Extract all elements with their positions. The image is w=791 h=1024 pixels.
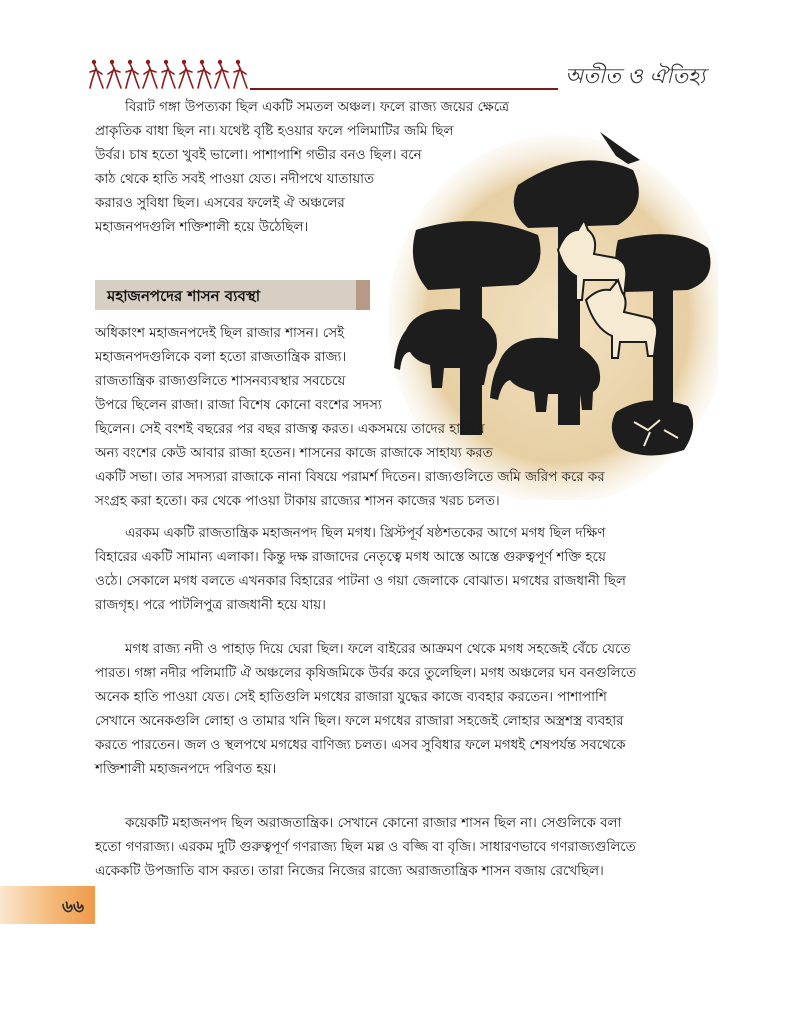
paragraph-line: ওঠে। সেকালে মগধ বলতে এখনকার বিহারের পাটনা ও গয়া জেলাকে বোঝাত। মগধের রাজধানী ছিল (95, 574, 626, 589)
paragraph-line: শক্তিশালী মহাজনপদে পরিণত হয়। (95, 762, 277, 777)
section-heading-text: মহাজনপদের শাসন ব্যবস্থা (107, 287, 261, 305)
paragraph-line: মহাজনপদগুলিকে বলা হতো রাজতান্ত্রিক রাজ্য। (95, 350, 347, 365)
paragraph-line: করারও সুবিধা ছিল। এসবের ফলেই ঐ অঞ্চলের (95, 196, 345, 211)
paragraph-line: হতো গণরাজ্য। এরকম দুটি গুরুত্বপূর্ণ গণরাজ্য ছিল মল্ল ও বজ্জি বা বৃজি। সাধারণভাবে গণরাজ্যগুলিতে (95, 840, 636, 855)
paragraph-line: সেখানে অনেকগুলি লোহা ও তামার খনি ছিল। ফলে মগধের রাজারা সহজেই লোহার অস্ত্রশস্ত্র ব্যবহার (95, 714, 624, 729)
dancing-figures-icon (88, 58, 248, 92)
paragraph-line: একেকটি উপজাতি বাস করত। তারা নিজের নিজের রাজ্যে অরাজতান্ত্রিক শাসন বজায় রেখেছিল। (95, 864, 604, 879)
header-rule (250, 88, 558, 90)
paragraph-line: সংগ্রহ করা হতো। কর থেকে পাওয়া টাকায় রাজ্যের শাসন কাজের খরচ চলত। (95, 494, 500, 509)
paragraph-line: অধিকাংশ মহাজনপদেই ছিল রাজার শাসন। সেই (95, 326, 345, 341)
paragraph-line: এরকম একটি রাজতান্ত্রিক মহাজনপদ ছিল মগধ। খ্রিস্টপূর্ব ষষ্ঠশতকের আগে মগধ ছিল দক্ষিণ (125, 526, 606, 541)
page-number: ৬৬ (62, 897, 85, 917)
paragraph-line: কয়েকটি মহাজনপদ ছিল অরাজতান্ত্রিক। সেখানে কোনো রাজার শাসন ছিল না। সেগুলিকে বলা (125, 816, 622, 831)
paragraph-line: উর্বর। চাষ হতো খুবই ভালো। পাশাপাশি গভীর বনও ছিল। বনে (95, 148, 422, 163)
paragraph-line: কাঠ থেকে হাতি সবই পাওয়া যেত। নদীপথে যাতায়াত (95, 172, 375, 187)
book-title: অতীত ও ঐতিহ্য (565, 64, 706, 88)
paragraph-line: করতে পারতেন। জল ও স্থলপথে মগধের বাণিজ্য চলত। এসব সুবিধার ফলে মগধই শেষপর্যন্ত সবথেকে (95, 738, 626, 753)
paragraph-line: অনেক হাতি পাওয়া যেত। সেই হাতিগুলি মগধের রাজারা যুদ্ধের কাজে ব্যবহার করতেন। পাশাপাশি (95, 690, 607, 705)
paragraph-line: পারত। গঙ্গা নদীর পলিমাটি ঐ অঞ্চলের কৃষিজমিকে উর্বর করে তুলেছিল। মগধ অঞ্চলের ঘন বনগুলিতে (95, 666, 637, 681)
paragraph-line: উপরে ছিলেন রাজা। রাজা বিশেষ কোনো বংশের সদস্য (95, 398, 382, 413)
paragraph-line: মগধ রাজ্য নদী ও পাহাড় দিয়ে ঘেরা ছিল। ফলে বাইরের আক্রমণ থেকে মগধ সহজেই বেঁচে যেতে (125, 642, 631, 657)
paragraph-line: রাজতান্ত্রিক রাজ্যগুলিতে শাসনব্যবস্থার সবচেয়ে (95, 374, 346, 389)
section-heading (95, 280, 370, 310)
paragraph-line: রাজগৃহ। পরে পাটলিপুত্র রাজধানী হয়ে যায়। (95, 598, 326, 613)
paragraph-line: মহাজনপদগুলি শক্তিশালী হয়ে উঠেছিল। (95, 220, 309, 235)
paragraph-line: প্রাকৃতিক বাধা ছিল না। যথেষ্ট বৃষ্টি হওয়ার ফলে পলিমাটির জমি ছিল (95, 124, 454, 139)
paragraph-line: বিরাট গঙ্গা উপত্যকা ছিল একটি সমতল অঞ্চল। ফলে রাজ্য জয়ের ক্ষেত্রে (125, 100, 509, 115)
paragraph-line: বিহারের একটি সামান্য এলাকা। কিন্তু দক্ষ রাজাদের নেতৃত্বে মগধ আস্তে আস্তে গুরুত্বপূর্ণ শক্তি হয়ে (95, 550, 606, 565)
paragraph-line: ছিলেন। সেই বংশই বছরের পর বছর রাজত্ব করত। একসময়ে তাদের হারিয়ে (95, 422, 485, 437)
paragraph-line: অন্য বংশের কেউ আবার রাজা হতেন। শাসনের কাজে রাজাকে সাহায্য করত (95, 446, 493, 461)
paragraph-line: একটি সভা। তার সদস্যরা রাজাকে নানা বিষয়ে পরামর্শ দিতেন। রাজ্যগুলিতে জমি জরিপ করে কর (95, 470, 605, 485)
